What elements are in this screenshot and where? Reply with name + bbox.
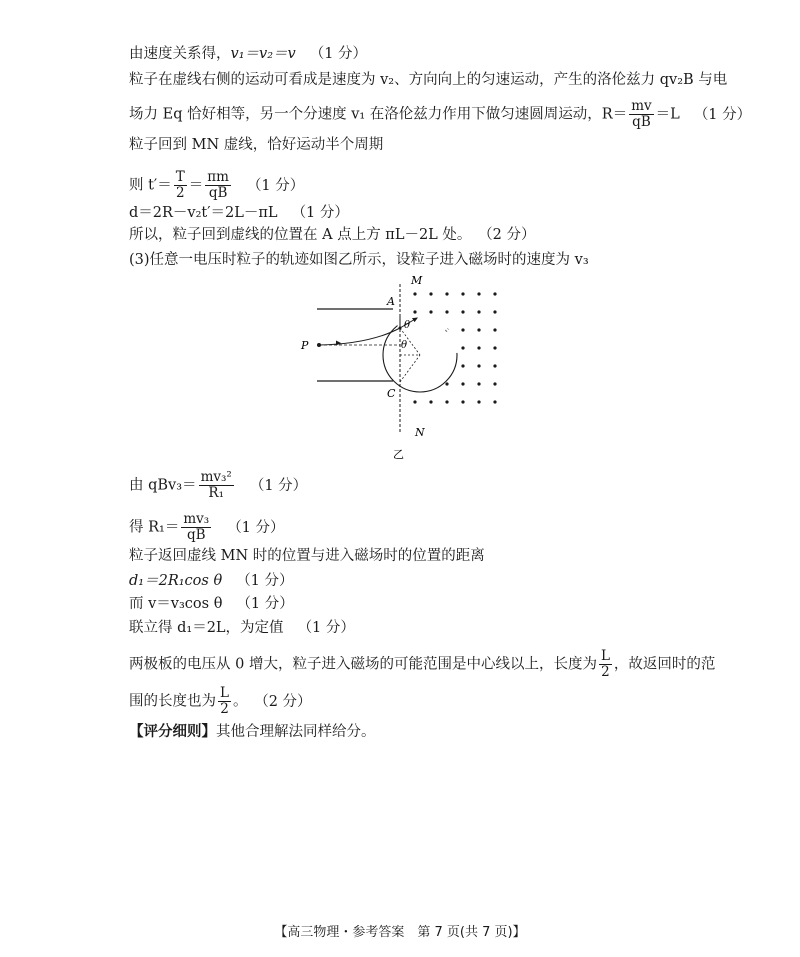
line-4: 粒子回到 MN 虚线，恰好运动半个周期 bbox=[129, 137, 384, 153]
field-dot bbox=[461, 328, 464, 331]
label-c: C bbox=[387, 387, 396, 400]
fraction-mv3sq-R1: $\frac{\text{mv₃²}}{\text{R₁}}$ bbox=[200, 469, 232, 501]
fraction-mv3-qB: $\frac{\text{mv₃}}{qB}$ bbox=[183, 511, 210, 543]
fraction-L-2-a: $\frac{L}{2}$ bbox=[600, 648, 610, 680]
field-dot bbox=[493, 382, 496, 385]
field-dot bbox=[461, 382, 464, 385]
velocity-arrowhead bbox=[412, 318, 418, 323]
line-2: 粒子在虚线右侧的运动可看成是速度为 v₂、方向向上的匀速运动，产生的洛伦兹力 qv₂B 与电 bbox=[129, 72, 728, 88]
line-15: 两极板的电压从 0 增大，粒子进入磁场的可能范围是中心线以上，长度为 $\frac{L}{2}$ ，故返回时的范 bbox=[129, 648, 716, 680]
field-dot bbox=[445, 382, 448, 385]
field-dot bbox=[413, 400, 416, 403]
field-dot bbox=[429, 292, 432, 295]
figure-caption: 乙 bbox=[393, 448, 404, 461]
line-7: 所以，粒子回到虚线的位置在 A 点上方 πL－2L 处。 （2 分） bbox=[129, 227, 536, 243]
trajectory-figure bbox=[295, 272, 515, 462]
label-theta-2: θ bbox=[401, 340, 408, 351]
field-dot bbox=[477, 310, 480, 313]
field-dot bbox=[493, 310, 496, 313]
label-a: A bbox=[387, 295, 395, 308]
field-dot bbox=[461, 310, 464, 313]
line-14: 联立得 d₁＝2L，为定值 （1 分） bbox=[129, 620, 355, 636]
field-dot bbox=[477, 364, 480, 367]
fraction-pim-qB: $\frac{\pi m}{qB}$ bbox=[207, 169, 229, 201]
field-dot bbox=[493, 364, 496, 367]
field-dot bbox=[493, 346, 496, 349]
line-12: d₁＝2R₁cos θ （1 分） bbox=[129, 573, 294, 589]
line-6: d＝2R－v₂t′＝2L－πL （1 分） bbox=[129, 205, 349, 221]
field-dot bbox=[461, 400, 464, 403]
line-11: 粒子返回虚线 MN 时的位置与进入磁场时的位置的距离 bbox=[129, 548, 485, 564]
label-m: M bbox=[411, 274, 423, 287]
label-theta-1: θ bbox=[404, 320, 411, 331]
page-footer: 【高三物理・参考答案 第 7 页(共 7 页)】 bbox=[274, 925, 526, 940]
field-dot bbox=[477, 328, 480, 331]
field-dot bbox=[461, 346, 464, 349]
line-9: 由 qBv₃＝ $\frac{\text{mv₃²}}{\text{R₁}}$ （1 分） bbox=[129, 469, 308, 501]
field-dot bbox=[477, 292, 480, 295]
field-dot bbox=[445, 400, 448, 403]
field-dot bbox=[477, 382, 480, 385]
radius-line-2 bbox=[400, 355, 420, 382]
label-n: N bbox=[415, 426, 425, 439]
field-dot bbox=[445, 292, 448, 295]
field-dot bbox=[413, 310, 416, 313]
field-dot bbox=[461, 292, 464, 295]
line-17-scoring-note: 【评分细则】其他合理解法同样给分。 bbox=[129, 723, 376, 740]
line-8: (3)任意一电压时粒子的轨迹如图乙所示，设粒子进入磁场时的速度为 v₃ bbox=[129, 252, 589, 268]
field-dot bbox=[493, 400, 496, 403]
field-dot bbox=[429, 400, 432, 403]
fraction-L-2-b: $\frac{L}{2}$ bbox=[220, 685, 229, 717]
line-1: 由速度关系得，v₁＝v₂＝v （1 分） bbox=[129, 46, 368, 62]
field-dot bbox=[477, 400, 480, 403]
field-dot bbox=[493, 328, 496, 331]
field-dot bbox=[429, 310, 432, 313]
field-dot bbox=[461, 364, 464, 367]
line-3: 场力 Eq 恰好相等，另一个分速度 v₁ 在洛伦兹力作用下做匀速圆周运动，R＝ $\frac{mv}{qB}$ ＝L （1 分） bbox=[129, 98, 752, 130]
scoring-note-heading: 【评分细则】 bbox=[129, 723, 216, 740]
label-p: P bbox=[301, 339, 309, 352]
field-dot bbox=[445, 310, 448, 313]
magnetic-field-dots bbox=[413, 292, 496, 403]
field-dot bbox=[477, 346, 480, 349]
field-dot bbox=[413, 292, 416, 295]
fraction-T-2: $\frac{T}{2}$ bbox=[175, 169, 185, 201]
field-dot bbox=[493, 292, 496, 295]
line-16: 围的长度也为 $\frac{L}{2}$ 。 （2 分） bbox=[129, 685, 312, 717]
line-5: 则 t′＝ $\frac{T}{2}$ ＝ $\frac{\pi m}{qB}$ （1 分） bbox=[129, 169, 305, 201]
line-13: 而 v＝v₃cos θ （1 分） bbox=[129, 596, 294, 612]
line-10: 得 R₁＝ $\frac{\text{mv₃}}{qB}$ （1 分） bbox=[129, 511, 285, 543]
fraction-mv-qB: $\frac{mv}{qB}$ bbox=[631, 98, 652, 130]
